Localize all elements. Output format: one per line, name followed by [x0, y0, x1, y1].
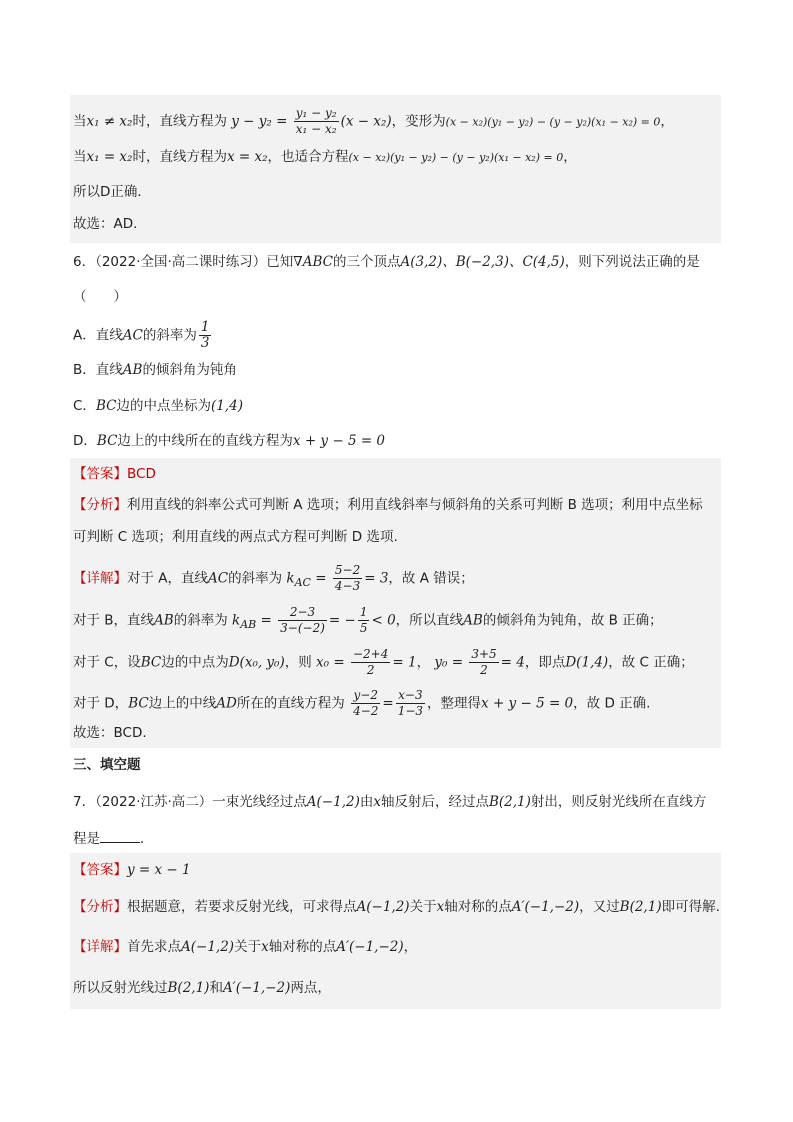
- math: k: [286, 570, 295, 587]
- text: ，所以直线: [395, 612, 464, 629]
- answer-tag: 【答案】: [73, 466, 127, 482]
- math: =: [315, 570, 327, 587]
- denominator: 1−3: [397, 704, 424, 718]
- math: (1,4): [210, 398, 243, 414]
- math: A′(−1,−2): [222, 980, 291, 996]
- math: D(x₀, y₀): [228, 654, 285, 671]
- answer-blank: [100, 828, 140, 843]
- denominator: 4−2: [353, 704, 379, 718]
- math: y − y₂ =: [231, 113, 288, 130]
- text: 故选：BCD.: [73, 725, 147, 741]
- math: (x − x₂): [340, 113, 392, 130]
- text: 轴对称的点: [444, 899, 512, 915]
- text: 当: [73, 149, 87, 165]
- text: 的斜率为: [173, 612, 228, 629]
- text: 的倾斜角为钝角: [142, 362, 237, 378]
- math: = 4: [500, 654, 525, 671]
- math: D(1,4): [565, 654, 609, 671]
- numerator: y₁ − y₂: [295, 106, 337, 120]
- text: 可判断 C 选项；利用直线的两点式方程可判断 D 选项.: [73, 529, 398, 545]
- q6-analysis-1: [73, 495, 703, 515]
- q6-final: [73, 723, 147, 743]
- math: x₁ = x₂: [86, 149, 133, 165]
- analysis-tag: 【分析】: [73, 899, 127, 915]
- numerator: 3+5: [471, 647, 497, 661]
- math: y₀ =: [434, 654, 464, 671]
- fraction: [351, 688, 380, 719]
- math: A(−1,2): [306, 794, 360, 810]
- math: BC: [95, 398, 117, 414]
- q7-detail-1: [73, 937, 417, 957]
- text: 边上的中线: [148, 695, 217, 712]
- text: 对于 C，设: [73, 654, 141, 671]
- text: ，又过: [579, 899, 620, 915]
- q6-detail-3: [73, 647, 694, 678]
- q7-analysis: [73, 897, 720, 917]
- math: k: [232, 612, 241, 629]
- text: 轴反射后，经过点: [380, 794, 489, 810]
- math: =: [260, 612, 272, 629]
- math: BC: [140, 654, 162, 671]
- numerator: 1: [359, 605, 368, 619]
- sol5-line2: [73, 147, 577, 168]
- text: 的斜率为: [228, 570, 283, 587]
- q6-option-d: [73, 431, 385, 451]
- text: （ ）: [73, 289, 127, 305]
- math: B(2,1): [488, 794, 531, 810]
- fraction: [294, 106, 339, 137]
- text: 时，直线方程为: [132, 149, 227, 165]
- q7-stem-1: [73, 792, 706, 812]
- fraction: [396, 688, 425, 719]
- text: ，故 A 错误；: [388, 570, 474, 587]
- text: 两点，: [290, 980, 331, 996]
- numerator: x−3: [396, 688, 425, 704]
- fraction: [351, 647, 390, 678]
- text: 即可得解.: [661, 899, 720, 915]
- text: ，: [563, 149, 577, 165]
- text: 所以D正确．: [73, 184, 151, 200]
- fraction: [469, 647, 498, 678]
- numerator: −2+4: [352, 647, 389, 661]
- numerator: 2−3: [278, 605, 327, 621]
- text: 所以反射光线过: [73, 980, 168, 996]
- q6-detail-2: [73, 605, 663, 636]
- q6-stem: [73, 252, 700, 272]
- math: = −: [328, 612, 356, 629]
- q6-detail-1: [73, 563, 474, 594]
- fraction: [278, 605, 327, 636]
- math: AC: [294, 576, 311, 590]
- text: 边的中点坐标为: [116, 398, 211, 414]
- text: 边上的中线所在的直线方程为: [117, 433, 293, 449]
- text: 对于 D，: [73, 695, 129, 712]
- q6-option-c: [73, 396, 243, 416]
- math: < 0: [371, 612, 396, 629]
- math: = 1: [392, 654, 417, 671]
- denominator: 5: [359, 621, 368, 635]
- denominator: 3−(−2): [280, 621, 325, 635]
- math: BC: [128, 695, 149, 712]
- text: 首先求点: [127, 939, 181, 955]
- math: A(3,2)、B(−2,3)、C(4,5): [400, 254, 565, 270]
- text: B．直线: [73, 362, 123, 378]
- text: ．: [140, 831, 154, 847]
- math: AB: [122, 362, 143, 378]
- detail-tag: 【详解】: [73, 939, 127, 955]
- q7-answer: [73, 860, 191, 880]
- denominator: x₁ − x₂: [295, 122, 337, 136]
- math: x: [373, 794, 381, 810]
- math: x₁ ≠ x₂: [86, 113, 133, 130]
- denominator: 2: [480, 663, 488, 677]
- text: ，变形为: [391, 113, 446, 130]
- fraction: [358, 605, 370, 636]
- text: C．: [73, 398, 96, 414]
- math: x = x₂: [226, 149, 268, 165]
- sol5-line3: [73, 182, 151, 202]
- math: AC: [122, 327, 143, 344]
- answer-value: y = x − 1: [127, 862, 191, 878]
- math: AB: [463, 612, 483, 629]
- math: BC: [96, 433, 118, 449]
- text: ，则下列说法正确的是: [564, 254, 700, 270]
- denominator: 3: [200, 335, 210, 351]
- math: =: [382, 695, 394, 712]
- math: (x − x₂)(y₁ − y₂) − (y − y₂)(x₁ − x₂) = 0: [445, 115, 661, 129]
- text: 对于 A，直线: [127, 570, 209, 587]
- q6-option-b: [73, 360, 237, 380]
- text: ，即点: [524, 654, 566, 671]
- q6-option-a: [73, 320, 213, 351]
- text: A．直线: [73, 327, 123, 344]
- text: 和: [209, 980, 223, 996]
- text: 关于: [234, 939, 262, 955]
- text: 6．（2022·全国·高二课时练习）已知: [73, 254, 294, 270]
- numerator: y−2: [351, 688, 380, 704]
- answer-value: BCD: [127, 466, 156, 482]
- text: 轴对称的点: [268, 939, 337, 955]
- section-heading: [73, 755, 141, 775]
- text: ，故 D 正确.: [573, 695, 651, 712]
- q6-analysis-2: [73, 527, 398, 547]
- math: AD: [216, 695, 237, 712]
- math: AC: [208, 570, 229, 587]
- text: 的三个顶点: [332, 254, 401, 270]
- fraction: [333, 563, 362, 594]
- math: B(2,1): [167, 980, 210, 996]
- text: ，也适合方程: [267, 149, 349, 165]
- math: ∇ABC: [293, 254, 333, 270]
- text: ，: [416, 654, 431, 671]
- text: 所在的直线方程为: [236, 695, 345, 712]
- math: = 3: [364, 570, 389, 587]
- numerator: 1: [200, 319, 210, 335]
- text: 三、填空题: [73, 757, 141, 773]
- q6-detail-4: [73, 688, 650, 719]
- math: x + y − 5 = 0: [481, 695, 574, 712]
- text: ，故 C 正确；: [608, 654, 694, 671]
- text: 7．（2022·江苏·高二）一束光线经过点: [73, 794, 307, 810]
- math: B(2,1): [619, 899, 662, 915]
- math: A′(−1,−2): [336, 939, 404, 955]
- analysis-tag: 【分析】: [73, 497, 127, 513]
- text: D．: [73, 433, 97, 449]
- text: 时，直线方程为: [132, 113, 227, 130]
- math: A(−1,2): [356, 899, 410, 915]
- math: x + y − 5 = 0: [292, 433, 386, 449]
- text: 对于 B，直线: [73, 612, 155, 629]
- math: A(−1,2): [181, 939, 235, 955]
- text: 的倾斜角为钝角，故 B 正确；: [482, 612, 663, 629]
- math: AB: [240, 618, 257, 632]
- text: ，: [403, 939, 418, 955]
- text: 边的中点为: [161, 654, 229, 671]
- answer-tag: 【答案】: [73, 862, 127, 878]
- text: 故选：AD．: [73, 216, 147, 232]
- sol5-line1: [73, 106, 674, 137]
- math: A′(−1,−2): [511, 899, 580, 915]
- math: AB: [154, 612, 174, 629]
- denominator: 4−3: [334, 579, 361, 593]
- text: 关于: [409, 899, 437, 915]
- text: 根据题意，若要求反射光线，可求得点: [127, 899, 357, 915]
- text: ，: [660, 113, 674, 130]
- text: 程是: [73, 831, 100, 847]
- q7-stem-2: [73, 828, 154, 849]
- q6-paren: [73, 287, 127, 307]
- detail-tag: 【详解】: [73, 570, 127, 587]
- text: 利用直线的斜率公式可判断 A 选项；利用直线斜率与倾斜角的关系可判断 B 选项；利用中点坐标: [127, 497, 703, 513]
- fraction: [199, 320, 212, 351]
- q7-detail-2: [73, 978, 331, 998]
- sol5-final: [73, 214, 147, 234]
- denominator: 2: [366, 663, 375, 677]
- text: ，则: [284, 654, 312, 671]
- numerator: 5−2: [334, 563, 361, 577]
- text: 的斜率为: [142, 327, 197, 344]
- math: x: [261, 939, 269, 955]
- text: 当: [73, 113, 87, 130]
- q6-answer: [73, 464, 156, 484]
- math: (x − x₂)(y₁ − y₂) − (y − y₂)(x₁ − x₂) = 0: [348, 151, 564, 164]
- text: ，整理得: [427, 695, 482, 712]
- text: 射出，则反射光线所在直线方: [530, 794, 707, 810]
- text: 由: [359, 794, 374, 810]
- math: x₀ =: [316, 654, 345, 671]
- math: x: [436, 899, 445, 915]
